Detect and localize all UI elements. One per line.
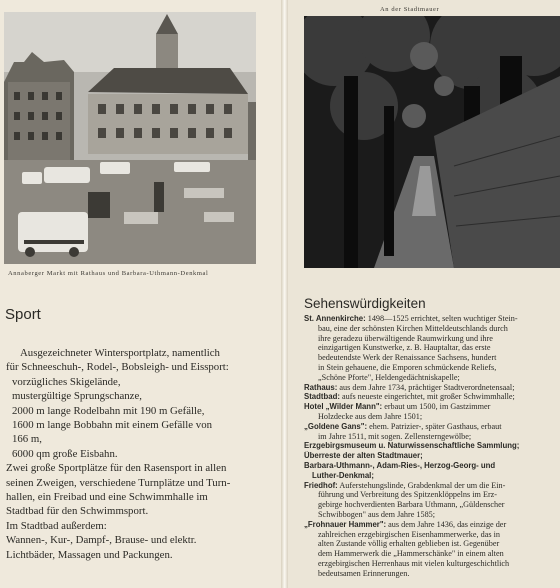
market-square-illustration <box>4 12 256 264</box>
sight-description: gebirge hochverdienten Barbara Uthmann, „Güldenscher <box>318 500 505 510</box>
sport-heading: Sport <box>5 306 41 323</box>
sight-description: in Stein gehauene, die Emporen schmückende Reliefs, <box>318 362 497 372</box>
sight-name: St. Annenkirche: <box>304 314 366 323</box>
sport-line: Ausgezeichneter Wintersportplatz, namentlich <box>20 347 220 359</box>
sights-line <box>304 471 560 481</box>
sight-description: bedeutsamen Erinnerungen. <box>318 568 410 578</box>
sights-line <box>304 539 560 549</box>
sport-line: für Schneeschuh-, Rodel-, Bobsleigh- und Eissport: <box>6 361 229 374</box>
sight-description: erzgebirgischen Herrenhaus mit vielen kulturgeschichtlich <box>318 558 510 568</box>
sights-line <box>304 559 560 569</box>
sights-line <box>304 441 560 451</box>
sights-line <box>304 481 560 491</box>
sight-description: zahlreichen erzgebirgischen Eisenhammerwerke, das in <box>318 529 500 539</box>
sport-text <box>6 346 278 562</box>
sight-description: im Jahre 1511, mit sogen. Zellensterngewölbe; <box>318 431 472 441</box>
sight-name: „Frohnauer Hammer": <box>304 519 387 529</box>
sight-description: Holzdecke aus dem Jahre 1501; <box>318 411 423 421</box>
sights-line <box>304 324 560 334</box>
sport-line: vorzügliches Skigelände, <box>12 375 121 388</box>
sight-name: Stadtbad: <box>304 392 340 402</box>
sights-line <box>304 402 560 412</box>
sight-name: Luther-Denkmal; <box>312 470 374 480</box>
sight-name: Barbara-Uthmann-, Adam-Ries-, Herzog-Georg- und <box>304 460 496 470</box>
sport-line: mustergültige Sprungschanze, <box>12 390 142 403</box>
sights-line <box>304 353 560 363</box>
sport-line: 166 m, <box>12 433 42 446</box>
sight-name: Hotel „Wilder Mann": <box>304 402 383 412</box>
sight-name: Friedhof: <box>304 480 338 490</box>
sight-description: 1498—1525 errichtet, selten wuchtiger Stein- <box>365 314 518 323</box>
sight-name: „Goldene Gans": <box>304 421 368 431</box>
sights-line <box>304 451 560 461</box>
sight-description: ihre geradezu überwältigende Raumwirkung und ihre <box>318 333 493 343</box>
sight-description: alten Zustande völlig erhalten geblieben ist. Gegenüber <box>318 539 500 549</box>
sport-line: Im Stadtbad außerdem: <box>6 519 107 532</box>
sight-description: erbaut um 1500, im Gastzimmer <box>382 402 491 412</box>
sights-line <box>304 392 560 402</box>
sport-line: Wannen-, Kur-, Dampf-, Brause- und elektr. <box>6 534 197 547</box>
right-page <box>288 0 560 588</box>
market-square-photo <box>4 12 256 264</box>
sights-line <box>304 412 560 422</box>
sight-description: einzigartigen Kunstwerke, z. B. Hauptaltar, das erste <box>318 343 491 353</box>
sights-line <box>304 373 560 383</box>
sight-description: aufs neueste eingerichtet, mit großer Schwimmhalle; <box>339 392 515 402</box>
sights-line <box>304 383 560 393</box>
sight-name: Erzgebirgsmuseum u. Naturwissenschaftliche Sammlung; <box>304 441 520 451</box>
sport-line: hallen, ein Freibad und eine Schwimmhalle im <box>6 491 208 504</box>
sight-description: bedeutendste Werk der Renaissance Sachsens, hundert <box>318 353 497 363</box>
sights-line <box>304 549 560 559</box>
sights-line <box>304 461 560 471</box>
sights-heading: Sehenswürdigkeiten <box>304 296 426 311</box>
sight-description: ehem. Patrizier-, später Gasthaus, erbaut <box>367 421 502 431</box>
sight-description: führung und Verbreitung des Spitzenklöppelns im Erz- <box>318 490 498 500</box>
city-wall-illustration <box>304 16 560 268</box>
city-wall-photo <box>304 16 560 268</box>
sport-line: seinen Zweigen, verschiedene Turnplätze und Turn- <box>6 476 231 489</box>
sport-line: Zwei große Sportplätze für den Rasensport in allen <box>6 462 227 475</box>
sights-line <box>304 569 560 579</box>
sport-line: 6000 qm große Eisbahn. <box>12 447 118 460</box>
sight-description: dem Hammerwerk die „Hammerschänke" in einem alten <box>318 549 504 559</box>
sight-description: Schwibbogen" aus dem Jahre 1585; <box>318 509 436 519</box>
sights-line <box>304 510 560 520</box>
sport-line: 2000 m lange Rodelbahn mit 190 m Gefälle, <box>12 404 205 417</box>
sights-line <box>304 490 560 500</box>
sight-description: „Schöne Pforte", Heldengedächtniskapelle; <box>318 372 460 382</box>
sights-line <box>304 363 560 373</box>
sights-list <box>304 314 560 579</box>
sport-line: Stadtbad für den Schwimmsport. <box>6 505 149 518</box>
sights-line <box>304 343 560 353</box>
sights-line <box>304 422 560 432</box>
sight-description: bau, eine der schönsten Kirchen Mitteldeutschlands durch <box>318 323 508 333</box>
sight-description: Auferstehungslinde, Grabdenkmal der um die Ein- <box>337 480 506 490</box>
sights-line <box>304 520 560 530</box>
sport-line: Lichtbäder, Massagen und Packungen. <box>6 548 173 561</box>
sights-line <box>304 530 560 540</box>
sights-line <box>304 334 560 344</box>
sport-line: 1600 m lange Bobbahn mit einem Gefälle von <box>12 419 212 432</box>
market-photo-caption: Annaberger Markt mit Rathaus und Barbara-Uthmann-Denkmal <box>8 270 209 277</box>
sights-line <box>304 432 560 442</box>
wall-photo-caption: An der Stadtmauer <box>380 6 440 13</box>
sights-line <box>304 314 560 324</box>
sight-description: aus dem Jahre 1734, prächtiger Stadtverordnetensaal; <box>337 382 515 392</box>
sights-line <box>304 500 560 510</box>
sight-name: Rathaus: <box>304 382 338 392</box>
sight-description: aus dem Jahre 1436, das einzige der <box>386 519 507 529</box>
sight-name: Überreste der alten Stadtmauer; <box>304 451 423 461</box>
